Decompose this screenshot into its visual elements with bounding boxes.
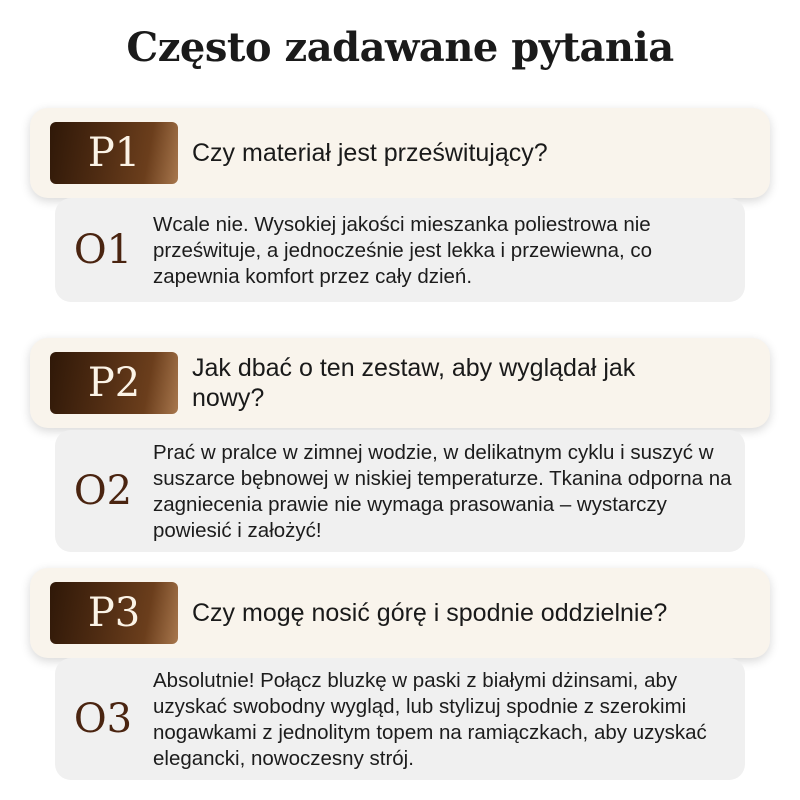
answer-number-3: O3 (73, 696, 133, 742)
question-text-2: Jak dbać o ten zestaw, aby wyglądał jak nowy? (192, 354, 636, 412)
answer-text-3: Absolutnie! Połącz bluzkę w paski z białymi dżinsami, aby uzyskać swobodny wygląd, lub stylizuj spodnie z szerokimi nogawkami z jednolitym topem na ramiączkach, aby uzyskać elegancki, nowoczesny strój. (153, 669, 707, 770)
question-text-3: Czy mogę nosić górę i spodnie oddzielnie? (192, 599, 668, 627)
answer-number-1: O1 (73, 227, 133, 273)
answer-number-2: O2 (73, 468, 133, 514)
page-title: Często zadawane pytania (126, 24, 674, 71)
question-card-3 (30, 568, 770, 658)
question-badge-2: P2 (50, 352, 178, 414)
answer-card-1 (55, 198, 745, 302)
question-badge-3: P3 (50, 582, 178, 644)
answer-card-2 (55, 430, 745, 552)
question-card-1 (30, 108, 770, 198)
answer-card-3 (55, 658, 745, 780)
question-card-2 (30, 338, 770, 428)
answer-text-2: Prać w pralce w zimnej wodzie, w delikatnym cyklu i suszyć w suszarce bębnowej w niskiej temperaturze. Tkanina odporna na zagniecenia prawie nie wymaga prasowania – wystarczy powiesić i założyć! (153, 441, 732, 542)
question-badge-1: P1 (50, 122, 178, 184)
question-text-1: Czy materiał jest prześwitujący? (192, 139, 548, 167)
answer-text-1: Wcale nie. Wysokiej jakości mieszanka poliestrowa nie prześwituje, a jednocześnie jest lekka i przewiewna, co zapewnia komfort przez cały dzień. (153, 213, 653, 288)
